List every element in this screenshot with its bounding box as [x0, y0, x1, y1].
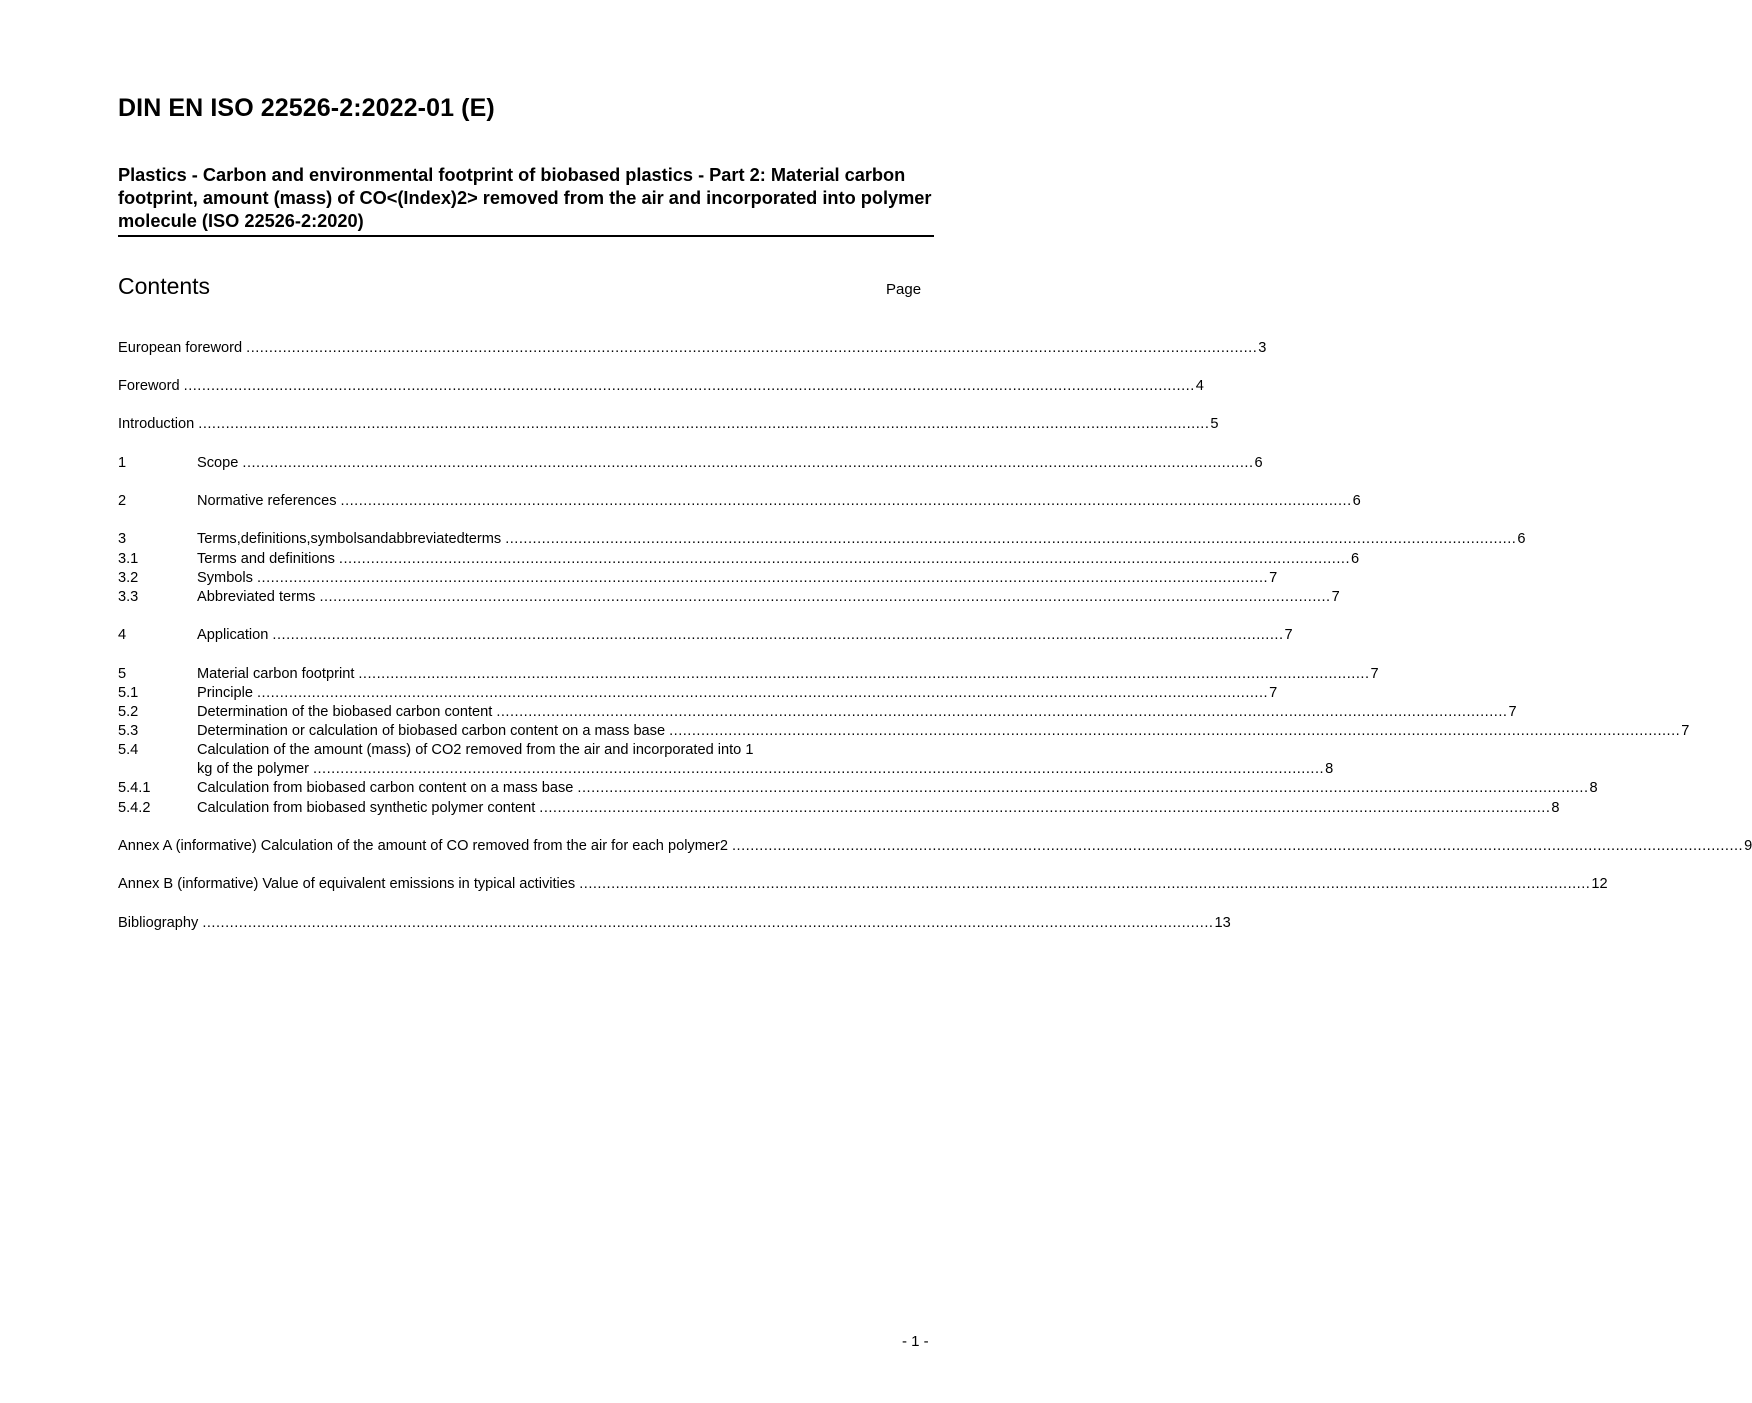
toc-leader-dots [313, 760, 1324, 779]
toc-title-line2-row [197, 760, 1333, 779]
toc-page: 4 [1195, 378, 1204, 394]
toc-number: 3 [118, 531, 127, 547]
toc-entry-terms-and-definitions[interactable] [118, 550, 1360, 569]
toc-entry-abbreviated-terms[interactable] [118, 588, 1340, 607]
toc-leader-dots [257, 569, 1268, 588]
toc-leader-dots [184, 377, 1195, 396]
toc-entry-annex-a[interactable] [118, 837, 1752, 856]
toc-title: Terms,definitions,symbolsandabbreviatedterms [197, 531, 502, 547]
toc-entry-determination-or-calculation[interactable] [118, 722, 1690, 741]
toc-entry-calc-biobased-carbon-content[interactable] [118, 779, 1598, 798]
toc-number: 5.4 [118, 742, 139, 758]
toc-title: Calculation from biobased carbon content on a mass base [197, 780, 574, 796]
toc-number: 5.4.2 [118, 800, 151, 816]
toc-page: 7 [1370, 666, 1379, 682]
toc-entry-principle[interactable] [118, 684, 1278, 703]
toc-title: Annex B (informative) Value of equivalent emissions in typical activities [118, 876, 576, 892]
toc-title: Introduction [118, 416, 195, 432]
toc-page: 9 [1744, 838, 1752, 854]
toc-title: European foreword [118, 340, 243, 356]
toc-title: Application [197, 627, 269, 643]
toc-number: 5.4.1 [118, 780, 151, 796]
toc-page: 6 [1352, 493, 1361, 509]
toc-page: 7 [1269, 685, 1278, 701]
toc-title: Scope [197, 455, 239, 471]
page-column-label: Page [886, 281, 922, 298]
toc-title: Terms and definitions [197, 551, 335, 567]
toc-entry-calc-biobased-synthetic-polymer[interactable] [118, 799, 1560, 818]
toc-leader-dots [496, 703, 1507, 722]
toc-entry-symbols[interactable] [118, 569, 1278, 588]
toc-number: 5 [118, 666, 127, 682]
toc-leader-dots [202, 914, 1213, 933]
toc-page: 7 [1284, 627, 1293, 643]
toc-page: 13 [1214, 915, 1231, 931]
toc-entry-annex-b[interactable] [118, 875, 1608, 894]
toc-leader-dots [539, 799, 1550, 818]
toc-page: 6 [1517, 531, 1526, 547]
toc-entry-calculation-co2-removed[interactable] [118, 741, 1334, 779]
toc-leader-dots [579, 875, 1590, 894]
toc-number: 5.1 [118, 685, 139, 701]
toc-leader-dots [505, 530, 1516, 549]
toc-entry-bibliography[interactable] [118, 914, 1231, 933]
toc-page: 8 [1589, 780, 1598, 796]
toc-entry-scope[interactable] [118, 454, 1263, 473]
toc-leader-dots [358, 665, 1369, 684]
toc-title: Principle [197, 685, 253, 701]
toc-page: 12 [1591, 876, 1608, 892]
toc-page: 5 [1210, 416, 1219, 432]
toc-leader-dots [577, 779, 1588, 798]
toc-entry-material-carbon-footprint[interactable] [118, 665, 1379, 684]
toc-number: 3.2 [118, 570, 139, 586]
page-number: - 1 - [902, 1333, 929, 1350]
toc-page: 7 [1331, 589, 1340, 605]
toc-leader-dots [341, 492, 1352, 511]
toc-entry-foreword[interactable] [118, 377, 1204, 396]
toc-title-wrap [197, 741, 1333, 779]
toc-leader-dots [319, 588, 1330, 607]
document-title: Plastics - Carbon and environmental footprint of biobased plastics - Part 2: Material carbon footprint, amount (mass) of CO<(Index)2> removed from the air and incorporated into polymer molecule (ISO 22526-2:2020) [118, 164, 934, 237]
toc-title-line2: kg of the polymer [197, 761, 309, 777]
toc-page: 6 [1254, 455, 1263, 471]
toc-page: 7 [1508, 704, 1517, 720]
toc-leader-dots [246, 339, 1257, 358]
toc-leader-dots [272, 626, 1283, 645]
toc-title: Determination of the biobased carbon content [197, 704, 493, 720]
toc-title: Foreword [118, 378, 180, 394]
toc-page: 8 [1325, 761, 1334, 777]
toc-entry-introduction[interactable] [118, 415, 1219, 434]
toc-number: 3.3 [118, 589, 139, 605]
toc-leader-dots [242, 454, 1253, 473]
toc-page: 3 [1258, 340, 1267, 356]
toc-title: Annex A (informative) Calculation of the amount of CO removed from the air for each polymer2 [118, 838, 728, 854]
toc-leader-dots [339, 550, 1350, 569]
toc-page: 7 [1269, 570, 1278, 586]
toc-title: Calculation from biobased synthetic polymer content [197, 800, 536, 816]
toc-entry-application[interactable] [118, 626, 1293, 645]
toc-entry-european-foreword[interactable] [118, 339, 1267, 358]
toc-page: 6 [1351, 551, 1360, 567]
toc-page: 8 [1551, 800, 1560, 816]
toc-title: Abbreviated terms [197, 589, 316, 605]
toc-number: 1 [118, 455, 127, 471]
toc-title: Bibliography [118, 915, 199, 931]
toc-entry-terms-definitions[interactable] [118, 530, 1526, 549]
toc-page: 7 [1681, 723, 1690, 739]
contents-heading: Contents [118, 273, 211, 299]
toc-title: Determination or calculation of biobased carbon content on a mass base [197, 723, 666, 739]
toc-number: 5.2 [118, 704, 139, 720]
toc-number: 4 [118, 627, 127, 643]
toc-title: Normative references [197, 493, 337, 509]
toc-title: Symbols [197, 570, 253, 586]
toc-title: Material carbon footprint [197, 666, 355, 682]
document-id: DIN EN ISO 22526-2:2022-01 (E) [118, 94, 495, 122]
toc-title-line1: Calculation of the amount (mass) of CO2 removed from the air and incorporated into 1 [197, 742, 754, 758]
toc-leader-dots [198, 415, 1209, 434]
toc-entry-determination-biobased-carbon[interactable] [118, 703, 1517, 722]
toc-leader-dots [257, 684, 1268, 703]
toc-number: 2 [118, 493, 127, 509]
toc-number: 3.1 [118, 551, 139, 567]
toc-entry-normative-references[interactable] [118, 492, 1361, 511]
toc-leader-dots [732, 837, 1743, 856]
toc-number: 5.3 [118, 723, 139, 739]
toc-leader-dots [669, 722, 1680, 741]
